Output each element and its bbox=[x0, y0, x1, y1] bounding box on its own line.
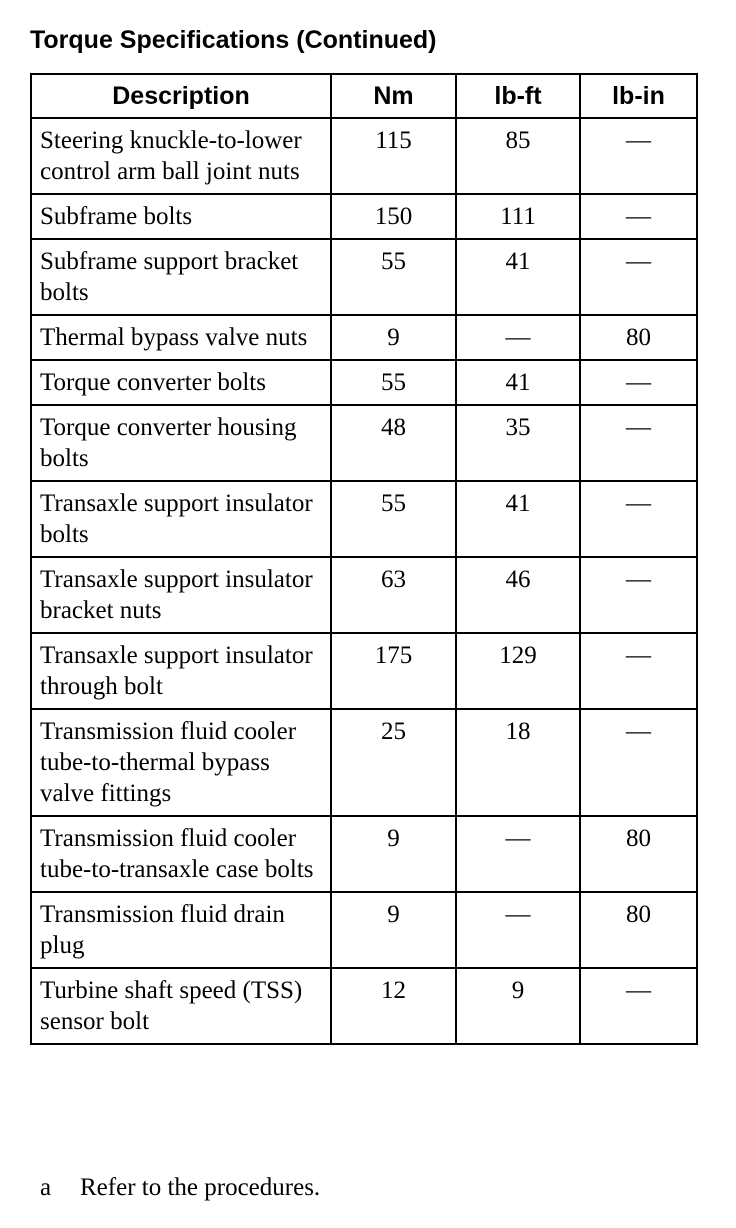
table-row bbox=[31, 360, 697, 405]
nm-cell: 48 bbox=[331, 405, 456, 481]
lb-in-cell: — bbox=[580, 239, 697, 315]
nm-cell: 9 bbox=[331, 315, 456, 360]
lb-ft-cell: 35 bbox=[456, 405, 580, 481]
lb-in-cell: — bbox=[580, 118, 697, 194]
column-header-nm: Nm bbox=[331, 74, 456, 118]
footnote-text: Refer to the procedures. bbox=[80, 1174, 321, 1201]
lb-ft-cell: 111 bbox=[456, 194, 580, 239]
nm-cell: 150 bbox=[331, 194, 456, 239]
page-title: Torque Specifications (Continued) bbox=[30, 26, 437, 54]
lb-in-cell: — bbox=[580, 968, 697, 1044]
lb-ft-cell: 41 bbox=[456, 239, 580, 315]
description-cell: Transaxle support insulator bolts bbox=[31, 481, 331, 557]
nm-cell: 55 bbox=[331, 239, 456, 315]
lb-ft-cell: — bbox=[456, 816, 580, 892]
description-cell: Transaxle support insulator bracket nuts bbox=[31, 557, 331, 633]
lb-in-cell: 80 bbox=[580, 892, 697, 968]
description-cell: Torque converter bolts bbox=[31, 360, 331, 405]
nm-cell: 63 bbox=[331, 557, 456, 633]
torque-spec-table bbox=[30, 73, 698, 1045]
table-row bbox=[31, 405, 697, 481]
lb-in-cell: — bbox=[580, 709, 697, 816]
lb-in-cell: — bbox=[580, 194, 697, 239]
lb-ft-cell: 46 bbox=[456, 557, 580, 633]
table-row bbox=[31, 118, 697, 194]
description-cell: Transmission fluid drain plug bbox=[31, 892, 331, 968]
table-row bbox=[31, 239, 697, 315]
lb-ft-cell: 18 bbox=[456, 709, 580, 816]
column-header-lb-ft: lb-ft bbox=[456, 74, 580, 118]
nm-cell: 25 bbox=[331, 709, 456, 816]
lb-ft-cell: — bbox=[456, 892, 580, 968]
nm-cell: 12 bbox=[331, 968, 456, 1044]
column-header-description: Description bbox=[31, 74, 331, 118]
lb-ft-cell: 129 bbox=[456, 633, 580, 709]
table-row bbox=[31, 557, 697, 633]
lb-in-cell: — bbox=[580, 405, 697, 481]
nm-cell: 9 bbox=[331, 816, 456, 892]
table-header-row bbox=[31, 74, 697, 118]
nm-cell: 9 bbox=[331, 892, 456, 968]
nm-cell: 55 bbox=[331, 360, 456, 405]
description-cell: Subframe bolts bbox=[31, 194, 331, 239]
lb-ft-cell: 41 bbox=[456, 481, 580, 557]
description-cell: Turbine shaft speed (TSS) sensor bolt bbox=[31, 968, 331, 1044]
nm-cell: 55 bbox=[331, 481, 456, 557]
lb-ft-cell: 9 bbox=[456, 968, 580, 1044]
description-cell: Thermal bypass valve nuts bbox=[31, 315, 331, 360]
lb-in-cell: 80 bbox=[580, 315, 697, 360]
lb-in-cell: — bbox=[580, 360, 697, 405]
table-row bbox=[31, 481, 697, 557]
lb-in-cell: — bbox=[580, 481, 697, 557]
nm-cell: 175 bbox=[331, 633, 456, 709]
lb-in-cell: — bbox=[580, 557, 697, 633]
description-cell: Subframe support bracket bolts bbox=[31, 239, 331, 315]
lb-ft-cell: 85 bbox=[456, 118, 580, 194]
footnote bbox=[40, 1174, 320, 1202]
lb-ft-cell: — bbox=[456, 315, 580, 360]
lb-in-cell: — bbox=[580, 633, 697, 709]
description-cell: Torque converter housing bolts bbox=[31, 405, 331, 481]
table-row bbox=[31, 968, 697, 1044]
table-row bbox=[31, 892, 697, 968]
lb-in-cell: 80 bbox=[580, 816, 697, 892]
lb-ft-cell: 41 bbox=[456, 360, 580, 405]
description-cell: Transmission fluid cooler tube-to-thermal bypass valve fittings bbox=[31, 709, 331, 816]
table-row bbox=[31, 633, 697, 709]
description-cell: Steering knuckle-to-lower control arm ball joint nuts bbox=[31, 118, 331, 194]
table-row bbox=[31, 709, 697, 816]
footnote-marker: a bbox=[40, 1174, 52, 1201]
table-row bbox=[31, 816, 697, 892]
nm-cell: 115 bbox=[331, 118, 456, 194]
table-row bbox=[31, 194, 697, 239]
description-cell: Transmission fluid cooler tube-to-transaxle case bolts bbox=[31, 816, 331, 892]
column-header-lb-in: lb-in bbox=[580, 74, 697, 118]
description-cell: Transaxle support insulator through bolt bbox=[31, 633, 331, 709]
table-row bbox=[31, 315, 697, 360]
